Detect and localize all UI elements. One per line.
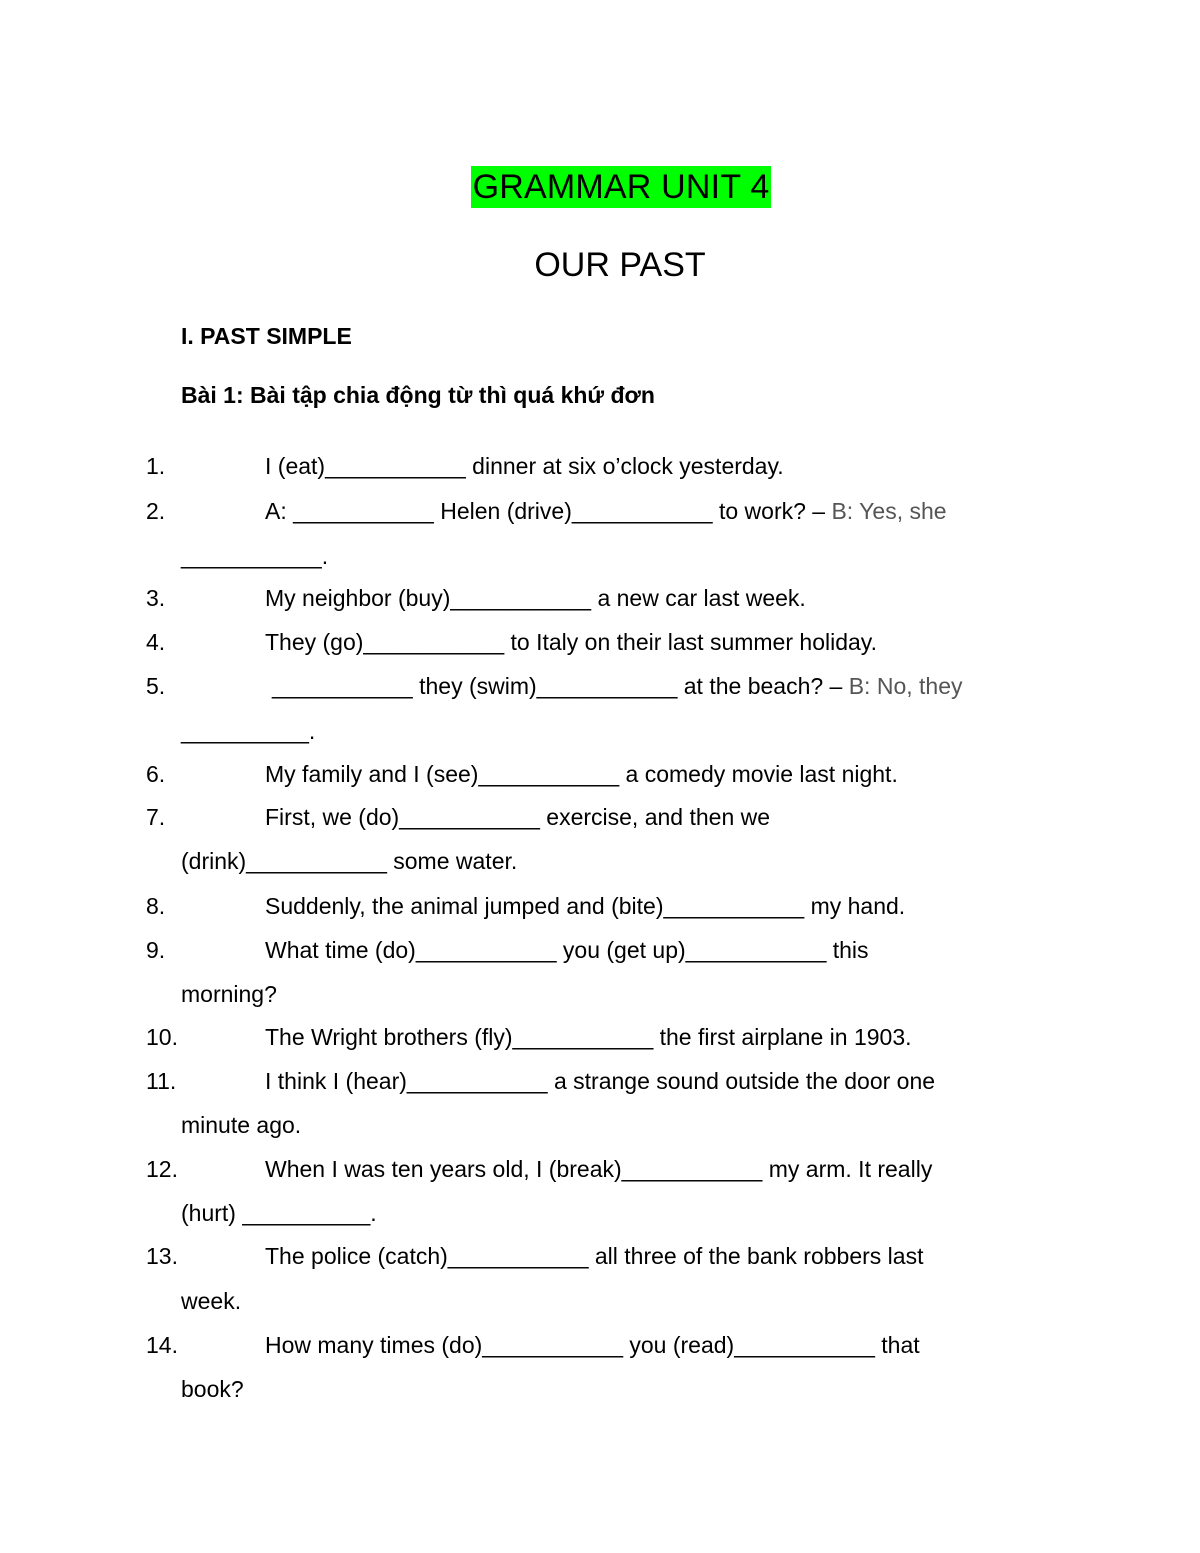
- item-continuation: book?: [181, 1376, 244, 1402]
- item-continuation: __________.: [181, 718, 316, 744]
- item-text: How many times (do)___________ you (read)___________ that: [265, 1332, 920, 1358]
- item-text: First, we (do)___________ exercise, and then we: [265, 804, 771, 830]
- section-heading: I. PAST SIMPLE: [181, 323, 352, 349]
- item-number: 3.: [146, 585, 166, 611]
- item-text: A: ___________ Helen (drive)___________ to work? –: [265, 498, 832, 524]
- page-subtitle: OUR PAST: [534, 246, 706, 284]
- item-number: 7.: [146, 804, 166, 830]
- item-number: 4.: [146, 629, 166, 655]
- item-text: What time (do)___________ you (get up)___________ this: [265, 937, 869, 963]
- item-answer: B: Yes, she: [831, 498, 947, 524]
- item-number: 1.: [146, 453, 166, 479]
- item-number: 12.: [146, 1156, 178, 1182]
- item-answer: B: No, they: [848, 673, 963, 699]
- item-continuation: week.: [181, 1288, 242, 1314]
- item-number: 9.: [146, 937, 166, 963]
- item-text: When I was ten years old, I (break)___________ my arm. It really: [265, 1156, 933, 1182]
- item-text: I think I (hear)___________ a strange sound outside the door one: [265, 1068, 936, 1094]
- item-continuation: (hurt) __________.: [181, 1200, 377, 1226]
- item-text: My neighbor (buy)___________ a new car last week.: [265, 585, 806, 611]
- item-continuation: (drink)___________ some water.: [181, 848, 518, 874]
- item-text-wrap: [265, 497, 947, 525]
- item-number: 2.: [146, 498, 166, 524]
- item-number: 10.: [146, 1024, 178, 1050]
- item-number: 13.: [146, 1243, 178, 1269]
- item-text: The Wright brothers (fly)___________ the first airplane in 1903.: [265, 1024, 912, 1050]
- item-text: Suddenly, the animal jumped and (bite)___________ my hand.: [265, 893, 906, 919]
- item-number: 8.: [146, 893, 166, 919]
- item-text-wrap: [272, 672, 963, 700]
- item-text: The police (catch)___________ all three of the bank robbers last: [265, 1243, 924, 1269]
- item-text: I (eat)___________ dinner at six o’clock yesterday.: [265, 453, 784, 479]
- item-number: 11.: [146, 1068, 177, 1094]
- title-container: [0, 166, 1200, 208]
- item-text: They (go)___________ to Italy on their last summer holiday.: [265, 629, 877, 655]
- item-continuation: minute ago.: [181, 1112, 302, 1138]
- item-text: My family and I (see)___________ a comedy movie last night.: [265, 761, 898, 787]
- item-text: ___________ they (swim)___________ at the beach? –: [272, 673, 849, 699]
- item-number: 6.: [146, 761, 166, 787]
- item-continuation: ___________.: [181, 543, 329, 569]
- item-continuation: morning?: [181, 981, 277, 1007]
- page-title: GRAMMAR UNIT 4: [472, 168, 770, 206]
- exercise-heading: Bài 1: Bài tập chia động từ thì quá khứ đơn: [181, 382, 655, 408]
- item-number: 5.: [146, 673, 166, 699]
- item-number: 14.: [146, 1332, 178, 1358]
